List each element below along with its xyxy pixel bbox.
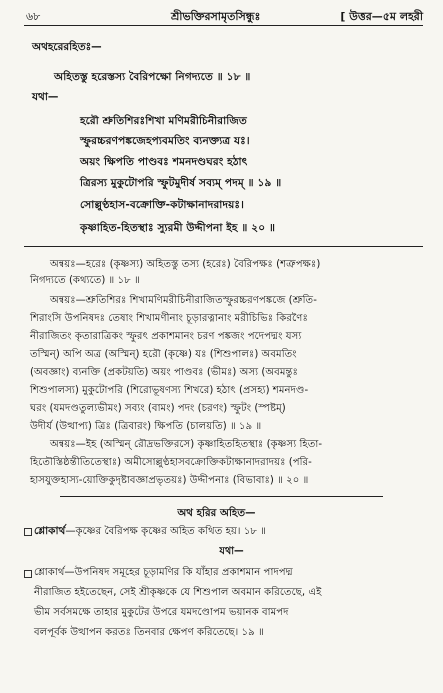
translation-line: ভীম সর্বসমক্ষে তাহার মুকুটের উপরে যমদণ্ডোপম ভয়ানক বামপদ (34, 607, 289, 618)
translation-line: শ্লোকার্থ—উপনিষদ সমূহের চূড়ামণির কি যাঁহার প্রকাশমান পাদপদ্ম (34, 567, 293, 578)
verse-line: সোল্লুণ্ঠহাস-বক্রোক্তি-কটাক্ষানাদরাদয়ঃ। (80, 199, 244, 211)
slokartha-label: শ্লোকার্থ (34, 525, 66, 537)
example-label: যথা— (32, 91, 59, 103)
anvaya-line: অন্বয়ঃ—হরেঃ (কৃষ্ণস্য) অহিতস্তু তস্য (হরেঃ) বৈরিপক্ষঃ (শত্রুপক্ষঃ) (50, 259, 321, 270)
chapter-label: [ উত্তর—৫ম লহরী (340, 10, 423, 23)
margin-mark (24, 570, 32, 578)
verse-18: অহিতস্তু হরেস্তস্য বৈরিপক্ষো নিগদ্যতে ॥ ১৮ ॥ (54, 71, 251, 83)
verse-line: অয়ং ক্ষিপতি পাণ্ডবঃ শমনদণ্ডঘরং হঠাৎ (80, 156, 248, 168)
anvaya-line: তস্মিন্) অপি অত্র (অস্মিন্) হরৌ (কৃষ্ণে) যঃ (শিশুপালঃ) অবমতিং (30, 349, 297, 360)
verse-line: ত্রিরস্য মুকুটোপরি স্ফুটমুদীর্ষ সব্যম্ পদম্ ॥ ১৯ ॥ (80, 177, 282, 189)
anvaya-line: শিরাংসি উপনিষদঃ তেষাং শিখামণীনাং চূড়ারত্নানাং মরীচিভিঃ কিরণৈঃ (30, 313, 308, 324)
anvaya-line: হাসযুক্তহাস্য-য়োক্তিকুদৃষ্টাবজ্ঞাপ্রভৃতয়ঃ) উদ্দীপনাঃ (বিভাবাঃ) ॥ ২০ ॥ (30, 475, 309, 486)
translation-line: নীরাজিত হইতেছেন, সেই শ্রীকৃষ্ণকে যে শিশুপাল অবমান করিতেছে, এই (34, 587, 322, 598)
page-number: ৬৮ (26, 10, 41, 23)
slokartha-text: —কৃষ্ণের বৈরিপক্ষ কৃষ্ণের অহিত কথিত হয়। ১৮ ॥ (65, 526, 267, 537)
verse-line: কৃষ্ণাহিত-হিতস্থাঃ স্যুরমী উদ্দীপনা ইহ ॥ ২০ ॥ (80, 222, 276, 234)
anvaya-line: নিগদ্যতে (কথ্যতে) ॥ ১৮ ॥ (30, 275, 140, 286)
anvaya-line: অন্বয়ঃ—ইহ (অস্মিন্ রৌদ্রভক্তিরসে) কৃষ্ণাহিতহিতস্থাঃ (কৃষ্ণস্য হিতা- (50, 439, 322, 450)
example-label-2: যথা— (219, 545, 244, 557)
anvaya-line: ঘরং (যমদণ্ডতুল্যভীমং) সব্যং (বামং) পদং (চরণং) স্ফুটং (স্পষ্টম্) (30, 403, 286, 414)
section-heading-hari-ahita: অথ হরির অহিত— (177, 507, 256, 519)
running-header (26, 6, 423, 24)
anvaya-line: নীরাজিতং কৃতারাত্রিকং স্ফুরৎ প্রকাশমানং চরণ পঙ্কজং পদেপদ্মং যস্য (30, 331, 302, 342)
verse-line: হরৌ শ্রুতিশিরঃশিখা মণিমরীচিনীরাজিত (80, 115, 247, 127)
short-divider (60, 496, 383, 497)
anvaya-line: হিতৌস্তিষ্ঠন্তীতিতেস্থাঃ) অমীসোল্লুণ্ঠহাসবক্রোক্তিকটাক্ষানাদরাদয়ঃ (পরি- (30, 457, 312, 468)
anvaya-line: শিশুপালস্য) মুকুটোপরি (শিরোভূষণস্য শিখরে) হঠাৎ (প্রসহ্য) শমনদণ্ড- (30, 385, 309, 396)
margin-mark (24, 528, 32, 536)
anvaya-line: উদীর্য (উত্থাপ্য) ত্রিঃ (ত্রিবারং) ক্ষিপতি (চালয়তি) ॥ ১৯ ॥ (30, 421, 262, 432)
section-heading-ahita: অথহরেরহিতঃ— (32, 41, 102, 53)
divider (24, 246, 423, 247)
header-rule (24, 25, 423, 26)
verse-line: স্ফুরচ্চরণপঙ্কজেহপ্যবমতিং ব্যনক্ত্যত্র যঃ। (80, 135, 250, 147)
slokartha-line (34, 524, 266, 539)
translation-line: বলপূর্বক উত্থাপন করতঃ তিনবার ক্ষেপণ করিতেছে। ১৯ ॥ (34, 627, 264, 638)
anvaya-line: (অবজ্ঞাং) ব্যনক্তি (প্রকটয়তি) অয়ং পাণ্ডবঃ (ভীমঃ) অস্য (অবমন্তুঃ (30, 367, 298, 378)
anvaya-line: অন্বয়ঃ—শ্রুতিশিরঃ শিখামণিমরীচিনীরাজিতস্ফুরচ্চরণপঙ্কজে (শ্রুতি- (50, 295, 317, 306)
book-title: শ্রীভক্তিরসামৃতসিন্ধুঃ (171, 10, 261, 23)
